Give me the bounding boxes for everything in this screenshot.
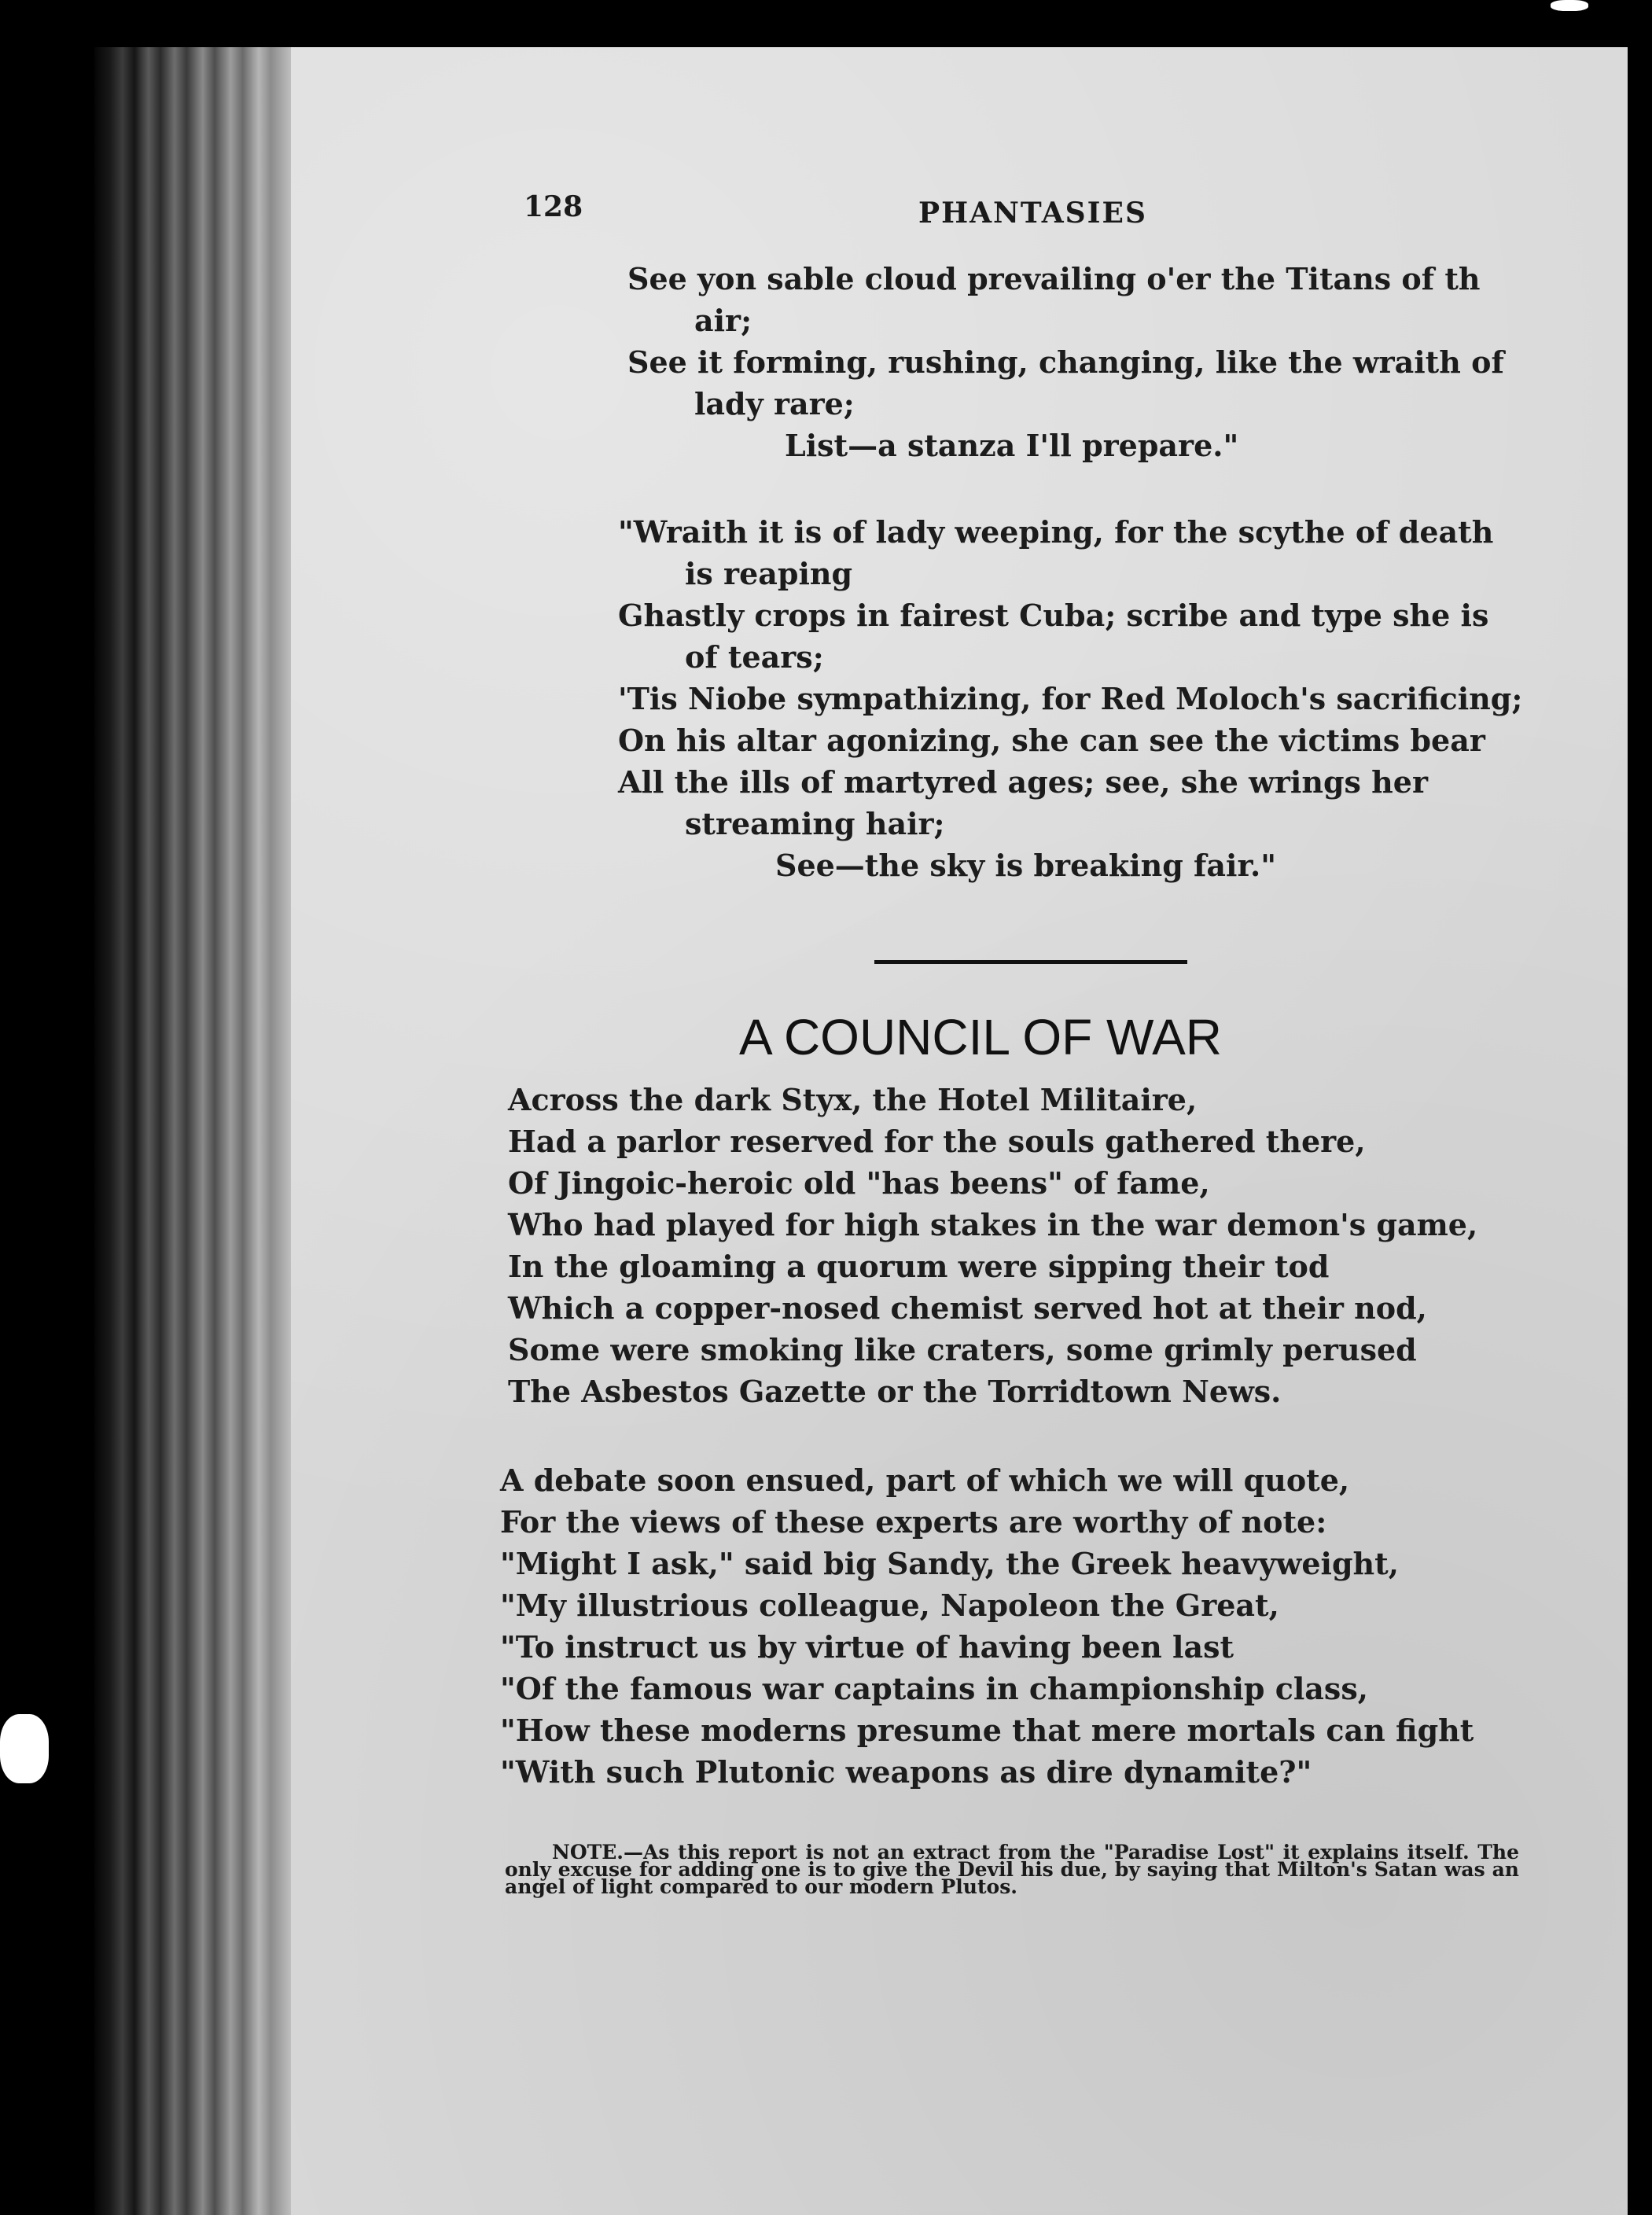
poem-line: streaming hair; <box>685 806 945 841</box>
poem-line: Which a copper-nosed chemist served hot at their nod, <box>508 1290 1427 1326</box>
poem-line: "Might I ask," said big Sandy, the Greek heavyweight, <box>500 1546 1399 1581</box>
poem-line: 'Tis Niobe sympathizing, for Red Moloch's sacrificing; <box>618 681 1523 716</box>
council-stanza-1 <box>508 1079 1477 1412</box>
poem-line: In the gloaming a quorum were sipping their tod <box>508 1249 1330 1284</box>
poem-line: Across the dark Styx, the Hotel Militaire, <box>508 1082 1198 1117</box>
poem-line: All the ills of martyred ages; see, she wrings her <box>618 764 1428 800</box>
page-number: 128 <box>524 190 583 223</box>
poem-line: Who had played for high stakes in the war demon's game, <box>508 1207 1478 1242</box>
poem-line: "How these moderns presume that mere mortals can fight <box>500 1713 1474 1748</box>
poem-line: "Of the famous war captains in championship class, <box>500 1671 1368 1706</box>
corner-blemish <box>1551 0 1588 11</box>
poem-line: List—a stanza I'll prepare." <box>785 428 1239 463</box>
poem-line: See yon sable cloud prevailing o'er the Titans of th <box>627 261 1481 296</box>
footnote: NOTE.—As this report is not an extract from the "Paradise Lost" it explains itself. The only excuse for adding one is to give the Devil his due, by saying that Milton's Satan was an angel of light compared to our modern Plutos. <box>505 1841 1519 1898</box>
poem-line: For the views of these experts are worthy of note: <box>500 1504 1327 1540</box>
poem-line: lady rare; <box>694 386 855 421</box>
poem-line: "Wraith it is of lady weeping, for the scythe of death <box>618 514 1494 550</box>
previous-poem-stanza-1 <box>627 258 1504 466</box>
poem-line: is reaping <box>685 556 853 591</box>
previous-poem-stanza-2 <box>618 511 1522 886</box>
poem-line: A debate soon ensued, part of which we will quote, <box>500 1463 1350 1498</box>
book-spine-edges <box>94 47 295 2215</box>
poem-line: Ghastly crops in fairest Cuba; scribe and type she is <box>618 598 1489 633</box>
poem-line: See—the sky is breaking fair." <box>775 848 1277 883</box>
running-head: PHANTASIES <box>918 197 1147 230</box>
council-stanza-2 <box>500 1459 1474 1793</box>
poem-line: "With such Plutonic weapons as dire dynamite?" <box>500 1754 1312 1790</box>
poem-line: "To instruct us by virtue of having been last <box>500 1629 1234 1665</box>
poem-line: air; <box>694 303 752 338</box>
section-divider <box>874 960 1187 964</box>
poem-title: A COUNCIL OF WAR <box>739 1009 1222 1065</box>
poem-line: See it forming, rushing, changing, like the wraith of <box>627 344 1504 380</box>
poem-line: The Asbestos Gazette or the Torridtown News. <box>508 1374 1282 1409</box>
poem-line: Of Jingoic-heroic old "has beens" of fame, <box>508 1165 1210 1201</box>
poem-line: Some were smoking like craters, some grimly perused <box>508 1332 1417 1367</box>
right-margin-shadow <box>1628 0 1652 2215</box>
poem-line: On his altar agonizing, she can see the victims bear <box>618 723 1485 758</box>
poem-line: Had a parlor reserved for the souls gathered there, <box>508 1124 1366 1159</box>
poem-line: of tears; <box>685 639 824 675</box>
white-blemish <box>0 1714 49 1783</box>
poem-line: "My illustrious colleague, Napoleon the Great, <box>500 1588 1279 1623</box>
